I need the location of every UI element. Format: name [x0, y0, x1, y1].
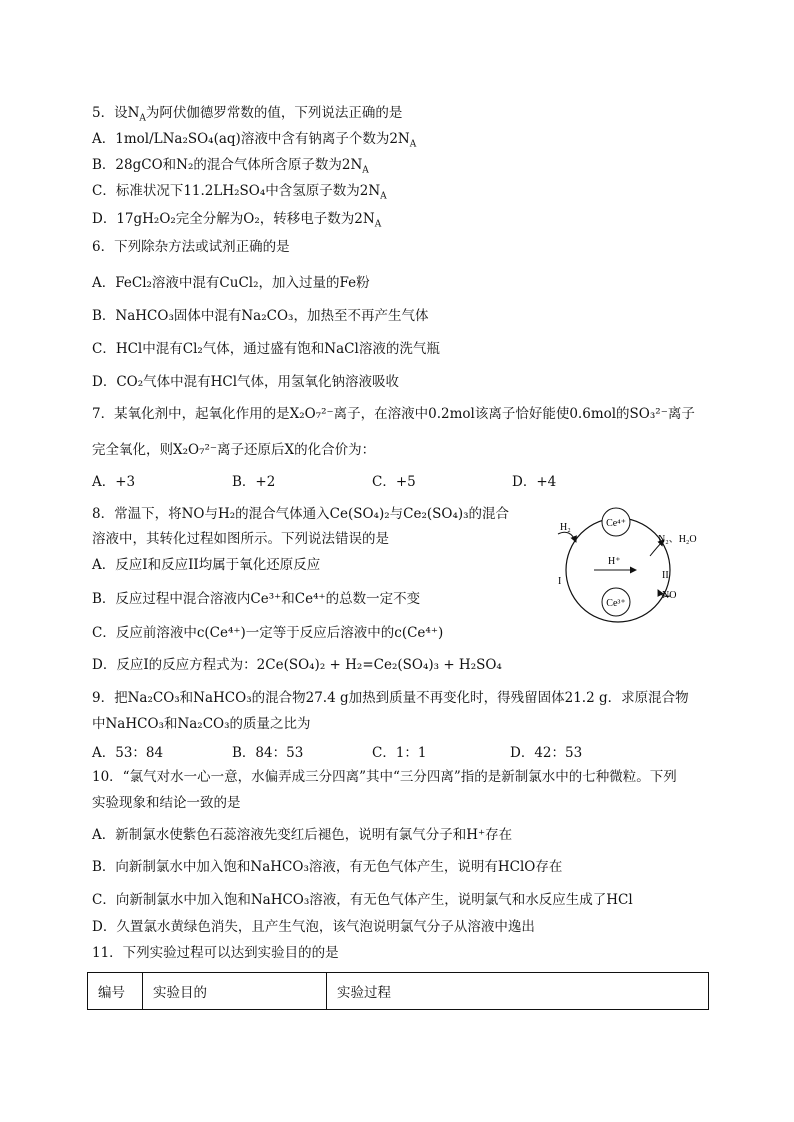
q9-line2: 中NaHCO₃和Na₂CO₃的质量之比为 — [92, 716, 311, 732]
q8-line2: 溶液中，其转化过程如图所示。下列说法错误的是 — [92, 531, 389, 547]
h2-arrow — [558, 532, 576, 542]
no-label: NO — [662, 590, 677, 601]
header-purpose: 实验目的 — [143, 973, 327, 1010]
q10-option-c: C．向新制氯水中加入饱和NaHCO₃溶液，有无色气体产生，说明氯气和水反应生成了HCl — [92, 892, 633, 908]
q7-line2: 完全氧化，则X₂O₇²⁻离子还原后X的化合价为： — [92, 442, 376, 458]
q10-line1: 10．“氯气对水一心一意，水偏弄成三分四离”其中“三分四离”指的是新制氯水中的七种微粒。下列 — [92, 769, 677, 785]
q7-option-d: D．+4 — [512, 474, 557, 490]
q10-line2: 实验现象和结论一致的是 — [92, 795, 241, 811]
q6-stem: 6．下列除杂方法或试剂正确的是 — [92, 239, 290, 255]
q5-option-a: A．1mol/LNa₂SO₄(aq)溶液中含有钠离子个数为$2N_A$ — [92, 131, 417, 150]
q10-option-a: A．新制氯水使紫色石蕊溶液先变红后褪色，说明有氯气分子和H⁺存在 — [92, 827, 513, 843]
q6-option-b: B．NaHCO₃固体中混有Na₂CO₃，加热至不再产生气体 — [92, 308, 429, 324]
q8-option-a: A．反应I和反应II均属于氧化还原反应 — [92, 557, 321, 573]
ce4-label: Ce⁴⁺ — [606, 518, 626, 529]
ce-cycle-diagram — [540, 500, 720, 640]
q8-option-c: C．反应前溶液中c(Ce⁴⁺)一定等于反应后溶液中的c(Ce⁴⁺) — [92, 625, 444, 641]
q7-line1: 7．某氧化剂中，起氧化作用的是X₂O₇²⁻离子，在溶液中0.2mol该离子恰好能使0.6mol的SO₃²⁻离子 — [92, 406, 695, 422]
h2-label: H₂ — [560, 522, 571, 533]
q9-option-b: B．84：53 — [232, 745, 304, 761]
q6-option-a: A．FeCl₂溶液中混有CuCl₂，加入过量的Fe粉 — [92, 275, 370, 291]
q9-option-a: A．53：84 — [92, 745, 164, 761]
q5-option-b: B．28gCO和N₂的混合气体所含原子数为$2N_A$ — [92, 157, 369, 176]
q8-option-b: B．反应过程中混合溶液内Ce³⁺和Ce⁴⁺的总数一定不变 — [92, 591, 421, 607]
q8-option-d: D．反应I的反应方程式为：2Ce(SO₄)₂ + H₂=Ce₂(SO₄)₃ + H₂SO₄ — [92, 657, 502, 673]
reaction-2-label: II — [662, 570, 669, 581]
q7-option-c: C．+5 — [372, 474, 416, 490]
q9-line1: 9．把Na₂CO₃和NaHCO₃的混合物27.4 g加热到质量不再变化时，得残留固体21.2 g．求原混合物 — [92, 690, 689, 706]
q11-stem: 11．下列实验过程可以达到实验目的的是 — [92, 945, 339, 961]
q7-option-b: B．+2 — [232, 474, 276, 490]
q5-stem: 5．设$N_A$为阿伏伽德罗常数的值，下列说法正确的是 — [92, 105, 403, 124]
header-number: 编号 — [88, 973, 143, 1010]
q9-option-c: C．1：1 — [372, 745, 427, 761]
q6-option-d: D．CO₂气体中混有HCl气体，用氢氧化钠溶液吸收 — [92, 374, 400, 390]
q6-option-c: C．HCl中混有Cl₂气体，通过盛有饱和NaCl溶液的洗气瓶 — [92, 341, 440, 357]
q9-option-d: D．42：53 — [510, 745, 583, 761]
q8-line1: 8．常温下，将NO与H₂的混合气体通入Ce(SO₄)₂与Ce₂(SO₄)₃的混合 — [92, 506, 510, 522]
q5-option-c: C．标准状况下11.2LH₂SO₄中含氢原子数为$2N_A$ — [92, 183, 387, 202]
q10-option-b: B．向新制氯水中加入饱和NaHCO₃溶液，有无色气体产生，说明有HClO存在 — [92, 859, 563, 875]
q7-option-a: A．+3 — [92, 474, 136, 490]
q10-option-d: D．久置氯水黄绿色消失，且产生气泡，该气泡说明氯气分子从溶液中逸出 — [92, 919, 535, 935]
header-procedure: 实验过程 — [327, 973, 709, 1010]
hplus-label: H⁺ — [608, 556, 621, 567]
ce3-label: Ce³⁺ — [606, 598, 626, 609]
products-label: N₂、H₂O — [658, 534, 697, 545]
q11-table — [87, 972, 709, 1010]
q5-option-d: D．17gH₂O₂完全分解为O₂，转移电子数为$2N_A$ — [92, 211, 382, 230]
reaction-1-label: I — [558, 576, 562, 587]
table-header-row — [88, 973, 709, 1010]
